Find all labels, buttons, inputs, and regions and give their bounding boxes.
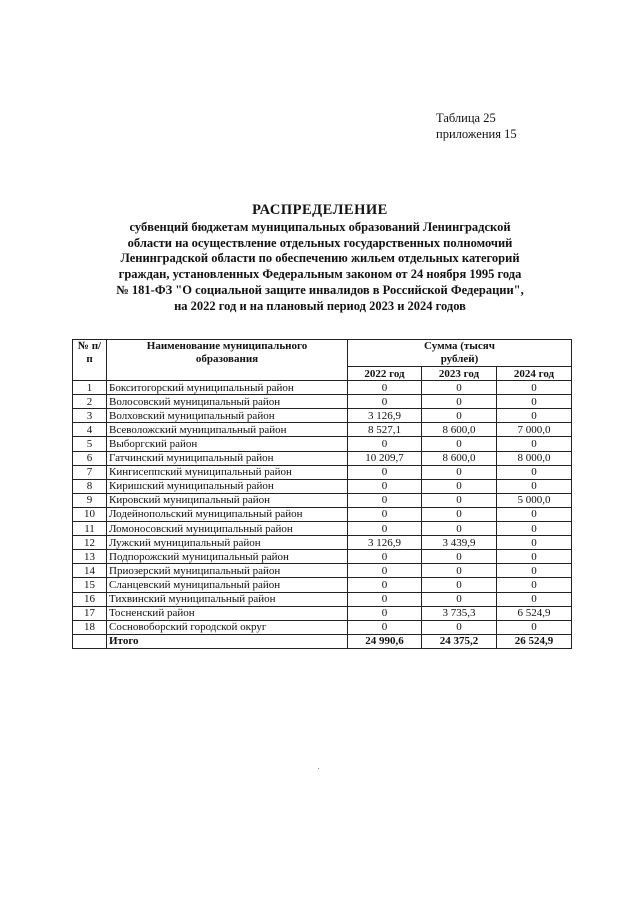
municipality-name: Волосовский муниципальный район (107, 395, 348, 409)
annex-reference (436, 110, 517, 142)
amount-2024: 0 (497, 437, 572, 451)
municipality-name: Тихвинский муниципальный район (107, 592, 348, 606)
header-sum (348, 340, 572, 367)
subtitle-line: области на осуществление отдельных государственных полномочий (127, 235, 513, 250)
subtitle-line: граждан, установленных Федеральным законом от 24 ноября 1995 года (118, 267, 522, 282)
amount-2023: 0 (422, 550, 497, 564)
municipality-name: Кировский муниципальный район (107, 493, 348, 507)
table-row (73, 550, 572, 564)
municipality-name: Кингисеппский муниципальный район (107, 465, 348, 479)
amount-2022: 0 (348, 620, 422, 634)
municipality-name: Всеволожский муниципальный район (107, 423, 348, 437)
amount-2023: 0 (422, 507, 497, 521)
amount-2023: 0 (422, 592, 497, 606)
amount-2022: 0 (348, 606, 422, 620)
subsidy-distribution-table (72, 339, 572, 649)
municipality-name: Лужский муниципальный район (107, 536, 348, 550)
amount-2022: 0 (348, 550, 422, 564)
total-2022: 24 990,6 (348, 634, 422, 648)
subtitle-line: № 181-ФЗ "О социальной защите инвалидов в Российской Федерации", (116, 282, 524, 297)
row-number: 7 (73, 465, 107, 479)
document-heading (0, 200, 640, 314)
amount-2023: 8 600,0 (422, 451, 497, 465)
table-row (73, 507, 572, 521)
amount-2024: 0 (497, 507, 572, 521)
amount-2023: 3 735,3 (422, 606, 497, 620)
municipality-name: Сосновоборский городской округ (107, 620, 348, 634)
amount-2022: 3 126,9 (348, 536, 422, 550)
total-2024: 26 524,9 (497, 634, 572, 648)
municipality-name: Волховский муниципальный район (107, 409, 348, 423)
amount-2022: 3 126,9 (348, 409, 422, 423)
table-row (73, 479, 572, 493)
row-number: 16 (73, 592, 107, 606)
amount-2024: 0 (497, 550, 572, 564)
amount-2022: 0 (348, 437, 422, 451)
subtitle-line: субвенций бюджетам муниципальных образований Ленинградской (129, 220, 511, 234)
row-number: 10 (73, 507, 107, 521)
row-number: 12 (73, 536, 107, 550)
amount-2022: 0 (348, 395, 422, 409)
amount-2022: 0 (348, 479, 422, 493)
amount-2024: 0 (497, 395, 572, 409)
amount-2023: 0 (422, 479, 497, 493)
amount-2024: 0 (497, 620, 572, 634)
table-row (73, 522, 572, 536)
amount-2023: 0 (422, 522, 497, 536)
row-number: 9 (73, 493, 107, 507)
amount-2024: 0 (497, 465, 572, 479)
table-row (73, 578, 572, 592)
document-title: РАСПРЕДЕЛЕНИЕ (252, 202, 388, 218)
amount-2022: 0 (348, 465, 422, 479)
table-row (73, 493, 572, 507)
row-number: 11 (73, 522, 107, 536)
amount-2023: 8 600,0 (422, 423, 497, 437)
amount-2022: 8 527,1 (348, 423, 422, 437)
row-number: 1 (73, 381, 107, 395)
table-row (73, 536, 572, 550)
amount-2023: 0 (422, 437, 497, 451)
amount-2022: 0 (348, 493, 422, 507)
table-row (73, 606, 572, 620)
amount-2022: 0 (348, 381, 422, 395)
amount-2022: 10 209,7 (348, 451, 422, 465)
header-year-2024: 2024 год (497, 367, 572, 381)
header-year-2023: 2023 год (422, 367, 497, 381)
table-row (73, 437, 572, 451)
annex-table-number: Таблица 25 (436, 111, 496, 125)
row-number: 13 (73, 550, 107, 564)
municipality-name: Выборгский район (107, 437, 348, 451)
total-label: Итого (107, 634, 348, 648)
row-number: 8 (73, 479, 107, 493)
amount-2024: 7 000,0 (497, 423, 572, 437)
amount-2022: 0 (348, 592, 422, 606)
table-row (73, 381, 572, 395)
row-number: 5 (73, 437, 107, 451)
amount-2022: 0 (348, 507, 422, 521)
municipality-name: Гатчинский муниципальный район (107, 451, 348, 465)
table-row (73, 592, 572, 606)
amount-2023: 0 (422, 493, 497, 507)
amount-2024: 0 (497, 381, 572, 395)
row-number: 6 (73, 451, 107, 465)
header-row-number (73, 340, 107, 381)
amount-2023: 0 (422, 409, 497, 423)
table-row (73, 395, 572, 409)
municipality-name: Тосненский район (107, 606, 348, 620)
amount-2024: 0 (497, 522, 572, 536)
row-number: 4 (73, 423, 107, 437)
table-body (73, 381, 572, 649)
header-year-2022: 2022 год (348, 367, 422, 381)
municipality-name: Бокситогорский муниципальный район (107, 381, 348, 395)
scan-speck (318, 768, 319, 769)
municipality-name: Приозерский муниципальный район (107, 564, 348, 578)
amount-2024: 5 000,0 (497, 493, 572, 507)
amount-2024: 0 (497, 564, 572, 578)
municipality-name: Подпорожский муниципальный район (107, 550, 348, 564)
header-sum-label: Сумма (тысяч рублей) (424, 340, 495, 365)
annex-appendix-number: приложения 15 (436, 127, 517, 141)
total-row (73, 634, 572, 648)
row-number: 18 (73, 620, 107, 634)
table-row (73, 423, 572, 437)
municipality-name: Киришский муниципальный район (107, 479, 348, 493)
amount-2023: 0 (422, 620, 497, 634)
row-number: 15 (73, 578, 107, 592)
document-subtitle (85, 220, 555, 314)
table-row (73, 451, 572, 465)
total-number-cell (73, 634, 107, 648)
subtitle-line: на 2022 год и на плановый период 2023 и 2024 годов (174, 298, 466, 313)
amount-2023: 0 (422, 381, 497, 395)
amount-2023: 0 (422, 578, 497, 592)
row-number: 17 (73, 606, 107, 620)
amount-2022: 0 (348, 522, 422, 536)
amount-2023: 0 (422, 395, 497, 409)
amount-2024: 0 (497, 536, 572, 550)
amount-2024: 0 (497, 592, 572, 606)
header-municipality-label: Наименование муниципального образования (146, 340, 308, 365)
table-row (73, 564, 572, 578)
municipality-name: Сланцевский муниципальный район (107, 578, 348, 592)
amount-2022: 0 (348, 578, 422, 592)
amount-2024: 0 (497, 578, 572, 592)
header-municipality (107, 340, 348, 381)
amount-2024: 6 524,9 (497, 606, 572, 620)
municipality-name: Лодейнопольский муниципальный район (107, 507, 348, 521)
subtitle-line: Ленинградской области по обеспечению жильем отдельных категорий (120, 251, 520, 266)
amount-2024: 0 (497, 409, 572, 423)
row-number: 2 (73, 395, 107, 409)
header-row-number-label: № п/п (77, 340, 102, 365)
amount-2023: 0 (422, 465, 497, 479)
row-number: 14 (73, 564, 107, 578)
amount-2024: 0 (497, 479, 572, 493)
table-row (73, 465, 572, 479)
row-number: 3 (73, 409, 107, 423)
amount-2024: 8 000,0 (497, 451, 572, 465)
amount-2023: 0 (422, 564, 497, 578)
table-row (73, 620, 572, 634)
amount-2023: 3 439,9 (422, 536, 497, 550)
table-row (73, 409, 572, 423)
municipality-name: Ломоносовский муниципальный район (107, 522, 348, 536)
amount-2022: 0 (348, 564, 422, 578)
total-2023: 24 375,2 (422, 634, 497, 648)
